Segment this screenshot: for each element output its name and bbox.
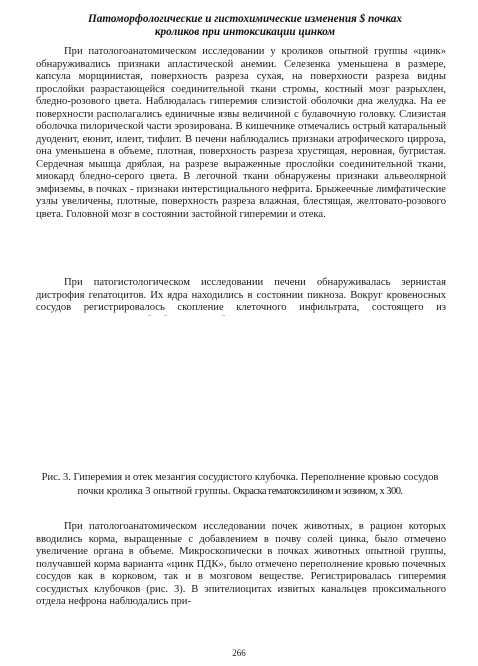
- figure-placeholder: [36, 316, 446, 468]
- caption-stain-text: Окраска гематоксилином и эозином, х 300.: [233, 486, 403, 497]
- figure-caption: [30, 471, 450, 499]
- caption-main-text: Рис. 3. Гиперемия и отек мезангия сосудистого клубочка. Переполнение кровью сосудов почки кролика 3 опытной группы.: [41, 472, 439, 497]
- page-title: [60, 13, 430, 39]
- page-number: 266: [232, 648, 246, 658]
- paragraph-histology: При патогистологическом исследовании печени обнаруживалась зернистая дистрофия гепатоцитов. Их ядра находились в состоянии пикноза. Вокруг кровеносных сосудов регистрировалось скопление клеточного инфильтрата, состоящего из: [36, 277, 446, 313]
- paragraph-kidney: При патологоанатомическом исследовании почек животных, в рацион которых вводились корма, выращенные с добавлением в почву солей цинка, было отмечено увеличение органа в объеме. Микроскопически в почках животных опытной группы, получавшей корма варианта «цинк ПДК», было отмечено переполнение кровью почечных сосудов как в корковом, так и в мозговом веществе. Регистрировалась гиперемия сосудистых клубочков (рис. 3). В эпителиоцитах извитых канальцев проксимального отдела нефрона наблюдались при-: [36, 521, 446, 607]
- title-line-1: Патоморфологические и гистохимические изменения $ почках: [88, 13, 402, 25]
- paragraph-pathology: При патологоанатомическом исследовании у кроликов опытной группы «цинк» обнаруживались признаки апластической анемии. Селезенка уменьшена в размере, капсула морщинистая, поверхность разреза сухая, на поверхности разреза видны прослойки разрастающейся соединительной ткани стромы, костный мозг разрыхлен, бледно-розового цвета. Наблюдалась гиперемия слизистой оболочки дна желудка. На ее поверхности располагались единичные язвы величиной с булавочную головку. Слизистая оболочка пилорической части эрозирована. В кишечнике отмечались острый катаральный дуоденит, еюнит, илеит, тифлит. В печени наблюдались признаки атрофического цирроза, она уменьшена в объеме, плотная, поверхность разреза хрустящая, неровная, бугристая. Сердечная мышца дряблая, на разрезе выраженные прослойки соединительной ткани, миокард бледно-серого цвета. В легочной ткани обнаружены признаки альвеолярной эмфиземы, в почках - признаки интерстициального нефрита. Брыжеечные лимфатические узлы увеличены, плотные, поверхность разреза влажная, блестящая, желтовато-розового цвета. Головной мозг в состоянии застойной гиперемии и отека.: [36, 46, 446, 220]
- title-line-2: кроликов при интоксикации цинком: [154, 26, 336, 38]
